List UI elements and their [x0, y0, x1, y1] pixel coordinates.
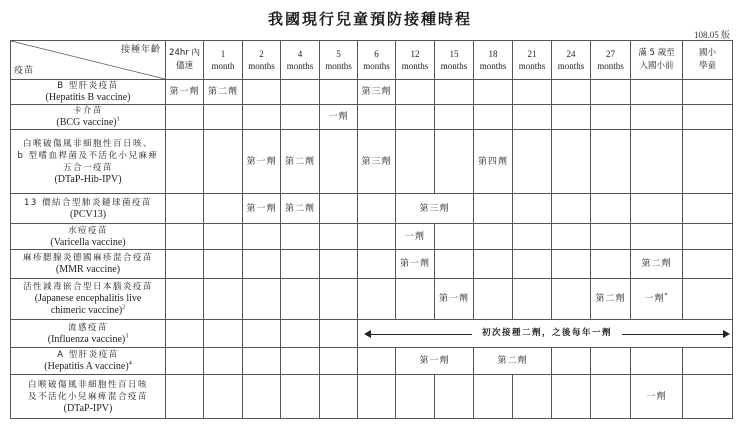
dose-cell: 第二劑 [281, 130, 320, 194]
header-row [11, 41, 733, 80]
age-header-27m: 27 months [591, 41, 631, 80]
vaccine-row-mmr [11, 250, 733, 279]
vaccine-name: 流感疫苗 (Influenza vaccine)$^3$ [11, 320, 166, 348]
dose-cell: 第一劑 [243, 194, 281, 224]
age-header-2m: 2 months [243, 41, 281, 80]
age-header-5m: 5 months [320, 41, 358, 80]
dose-cell: 第三劑 [396, 194, 474, 224]
influenza-annual-span [358, 320, 733, 348]
dose-cell: 一劑 [396, 224, 435, 250]
dose-cell: 第二劑 [281, 194, 320, 224]
age-header-6m: 6 months [358, 41, 396, 80]
vaccine-name: B 型肝炎疫苗 (Hepatitis B vaccine) [11, 80, 166, 105]
dose-cell: 第四劑 [474, 130, 513, 194]
version-label: 108.05 版 [693, 30, 730, 40]
corner-header [11, 41, 166, 80]
vaccine-name: 13 價結合型肺炎鏈球菌疫苗 (PCV13) [11, 194, 166, 224]
dose-cell: 第一劑 [243, 130, 281, 194]
dose-cell: 第一劑 [396, 348, 474, 375]
age-axis-label: 接種年齡 [120, 45, 161, 55]
dose-cell: 一劑* [631, 279, 683, 320]
dose-cell: 第一劑 [166, 80, 204, 105]
age-header-elementary: 國小 學童 [683, 41, 733, 80]
vaccine-name: 活性減毒嵌合型日本腦炎疫苗 (Japanese encephalitis live chimeric vaccine)$^2$ [11, 279, 166, 320]
dose-cell: 第三劑 [358, 130, 396, 194]
age-header-18m: 18 months [474, 41, 513, 80]
age-header-12m: 12 months [396, 41, 435, 80]
page-title: 我國現行兒童預防接種時程 [267, 10, 472, 28]
vaccine-row-hepa [11, 348, 733, 375]
vaccine-row-pcv13 [11, 194, 733, 224]
dose-cell: 第二劑 [204, 80, 243, 105]
vaccine-name: 水痘疫苗 (Varicella vaccine) [11, 224, 166, 250]
dose-cell: 第二劑 [631, 250, 683, 279]
vaccine-row-japanese-encephalitis [11, 279, 733, 320]
vaccine-row-varicella [11, 224, 733, 250]
dose-cell: 第三劑 [358, 80, 396, 105]
vaccine-row-bcg [11, 105, 733, 130]
age-header-4m: 4 months [281, 41, 320, 80]
vaccine-name: 麻疹腮腺炎德國麻疹混合疫苗 (MMR vaccine) [11, 250, 166, 279]
dose-cell: 第一劑 [396, 250, 435, 279]
influenza-dose-note: 初次接種二劑，之後每年一劑 [472, 327, 622, 339]
age-header-24hr: 24hr 內 儘速 [166, 41, 204, 80]
dose-cell: 第二劑 [591, 279, 631, 320]
age-header-21m: 21 months [513, 41, 552, 80]
vaccination-schedule-table [10, 40, 733, 419]
age-header-15m: 15 months [435, 41, 474, 80]
vaccine-name: 白喉破傷風非細胞性百日咳、 b 型嗜血桿菌及不活化小兒麻痺 五合一疫苗 (DTaP-Hib-IPV) [11, 130, 166, 194]
dose-cell: 第二劑 [474, 348, 552, 375]
vaccine-row-hepb [11, 80, 733, 105]
arrow-right-icon [723, 330, 730, 338]
vaccine-row-dtap-ipv [11, 375, 733, 419]
age-header-5y-to-school: 滿 5 歲至 入國小前 [631, 41, 683, 80]
dose-cell: 第一劑 [435, 279, 474, 320]
dose-cell: 一劑 [320, 105, 358, 130]
vaccine-name: A 型肝炎疫苗 (Hepatitis A vaccine)$^4$ [11, 348, 166, 375]
vaccine-row-dtap-hib-ipv [11, 130, 733, 194]
vaccine-name: 白喉破傷風非細胞性百日咳 及不活化小兒麻痺混合疫苗 (DTaP-IPV) [11, 375, 166, 419]
age-header-1m: 1 month [204, 41, 243, 80]
vaccine-axis-label: 疫苗 [14, 66, 35, 76]
dose-cell: 一劑 [631, 375, 683, 419]
age-header-24m: 24 months [552, 41, 591, 80]
vaccine-row-influenza [11, 320, 733, 348]
vaccine-name: 卡介苗 (BCG vaccine)$^1$ [11, 105, 166, 130]
